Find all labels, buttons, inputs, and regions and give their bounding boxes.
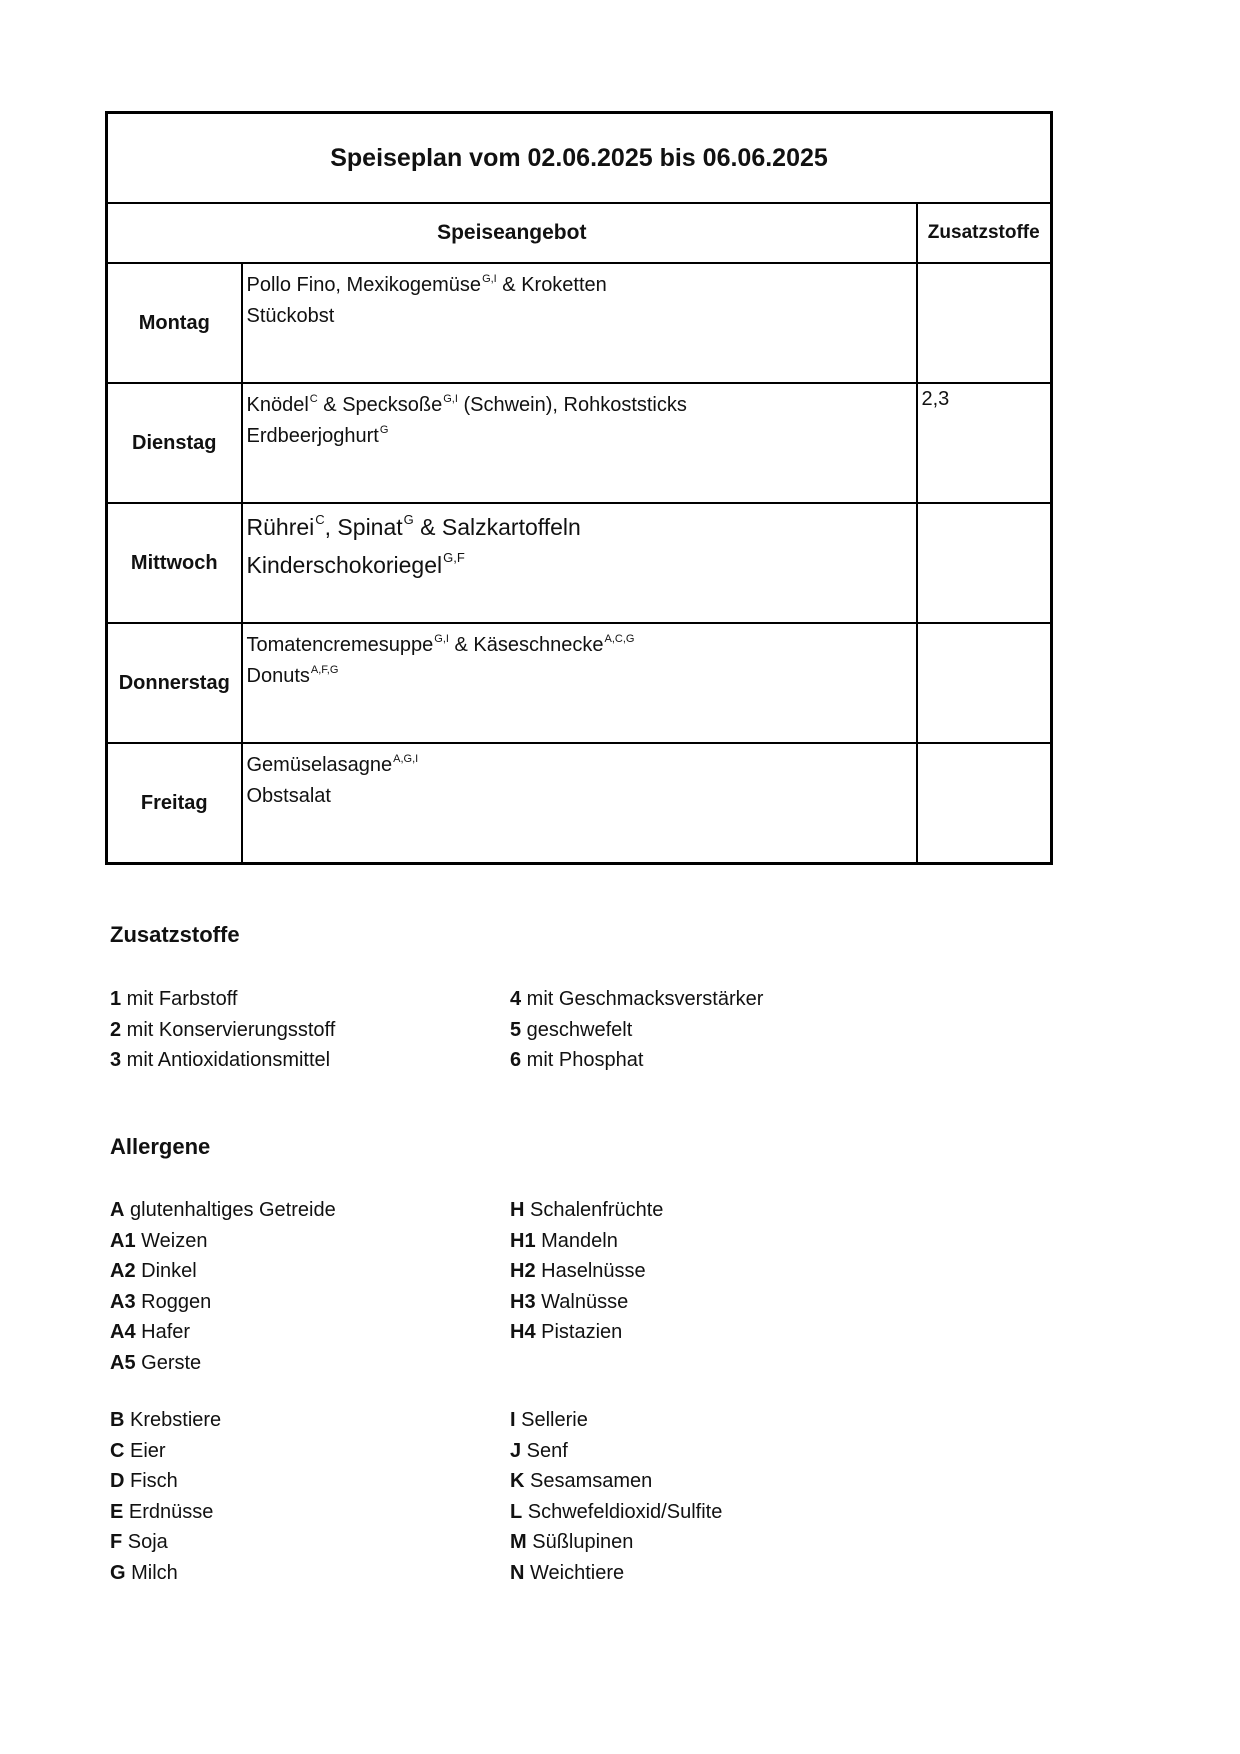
legend-code: A1 — [110, 1229, 136, 1252]
legend-item — [110, 1436, 221, 1467]
allergens-legend-right-group-a — [510, 1195, 663, 1348]
dish-line — [247, 750, 912, 781]
additives-cell — [917, 743, 1052, 864]
legend-item — [110, 1015, 335, 1046]
dish-text: Pollo Fino, Mexikogemüse — [246, 274, 482, 296]
legend-code: H — [510, 1199, 525, 1221]
legend-item — [510, 1466, 722, 1497]
legend-item — [510, 1195, 663, 1226]
additives-legend-left — [110, 984, 335, 1076]
legend-label: Gerste — [135, 1351, 202, 1374]
legend-label: Senf — [521, 1439, 568, 1462]
legend-item — [110, 1405, 221, 1436]
allergen-codes: G,I — [482, 273, 497, 285]
legend-item — [110, 1287, 336, 1318]
legend-label: Pistazien — [535, 1321, 623, 1343]
allergen-codes: G,I — [443, 393, 458, 405]
dish-text: Donuts — [246, 665, 310, 687]
dish-cell — [242, 743, 917, 864]
legend-label: Sesamsamen — [524, 1470, 653, 1492]
dish-line — [247, 781, 912, 812]
menu-row-mittwoch — [107, 503, 1052, 623]
allergen-codes: G — [403, 512, 414, 527]
menu-table — [105, 111, 1053, 865]
allergens-legend-left-group-b — [110, 1405, 221, 1588]
legend-code: H1 — [510, 1229, 536, 1252]
dish-text: Gemüselasagne — [246, 754, 393, 776]
legend-item — [110, 1466, 221, 1497]
legend-label: Weichtiere — [524, 1561, 625, 1584]
dish-cell — [242, 623, 917, 743]
legend-code: K — [510, 1470, 525, 1492]
legend-label: Milch — [125, 1561, 178, 1584]
legend-label: Eier — [124, 1439, 166, 1462]
additives-legend-right — [510, 984, 763, 1076]
header-offer: Speiseangebot — [107, 203, 917, 263]
legend-item — [510, 1558, 722, 1589]
dish-text: & Käseschnecke — [448, 634, 604, 656]
legend-item — [110, 1317, 336, 1348]
dish-line — [247, 508, 912, 546]
legend-label: glutenhaltiges Getreide — [124, 1199, 336, 1221]
menu-title: Speiseplan vom 02.06.2025 bis 06.06.2025 — [107, 113, 1052, 204]
legend-label: Walnüsse — [535, 1290, 629, 1313]
legend-label: Dinkel — [135, 1260, 197, 1282]
legend-item — [110, 1527, 221, 1558]
additives-cell — [917, 263, 1052, 383]
legend-item — [510, 1405, 722, 1436]
dish-text: , Spinat — [324, 514, 403, 540]
dish-text: (Schwein), Rohkoststicks — [457, 394, 687, 416]
allergen-codes: A,C,G — [604, 633, 635, 645]
legend-code: 5 — [510, 1018, 522, 1041]
legend-label: mit Antioxidationsmittel — [121, 1049, 331, 1071]
day-label: Dienstag — [107, 383, 242, 503]
additives-cell — [917, 503, 1052, 623]
legend-item — [110, 984, 335, 1015]
dish-text: Obstsalat — [246, 785, 331, 807]
dish-text: Rührei — [246, 514, 315, 540]
allergen-codes: G — [379, 424, 389, 436]
legend-code: H3 — [510, 1290, 536, 1313]
dish-line — [247, 661, 912, 692]
legend-code: A — [110, 1199, 125, 1221]
additives-cell — [917, 623, 1052, 743]
allergen-codes: A,F,G — [310, 664, 339, 676]
dish-text: & Salzkartoffeln — [413, 514, 581, 540]
dish-text: Erdbeerjoghurt — [246, 425, 379, 447]
legend-label: Roggen — [135, 1290, 212, 1313]
legend-code: 2 — [110, 1018, 122, 1041]
legend-item — [110, 1256, 336, 1287]
day-label: Donnerstag — [107, 623, 242, 743]
menu-row-donnerstag — [107, 623, 1052, 743]
legend-code: 3 — [110, 1049, 122, 1071]
dish-text: Stückobst — [246, 305, 335, 327]
legend-label: Weizen — [135, 1229, 208, 1252]
legend-code: H4 — [510, 1321, 536, 1343]
allergens-legend-title: Allergene — [110, 1134, 211, 1159]
legend-item — [110, 1226, 336, 1257]
legend-label: Schalenfrüchte — [524, 1199, 664, 1221]
menu-row-montag — [107, 263, 1052, 383]
legend-code: A3 — [110, 1290, 136, 1313]
legend-code: L — [510, 1500, 523, 1523]
legend-item — [110, 1348, 336, 1379]
dish-text: Knödel — [246, 394, 309, 416]
legend-item — [510, 1497, 722, 1528]
legend-label: Süßlupinen — [526, 1531, 634, 1553]
legend-label: Hafer — [135, 1321, 191, 1343]
legend-label: Soja — [122, 1531, 168, 1553]
legend-item — [510, 1256, 663, 1287]
legend-item — [510, 1317, 663, 1348]
day-label: Freitag — [107, 743, 242, 864]
legend-code: H2 — [510, 1260, 536, 1282]
legend-label: Haselnüsse — [535, 1260, 646, 1282]
legend-item — [110, 1497, 221, 1528]
legend-code: I — [510, 1409, 516, 1431]
legend-item — [510, 984, 763, 1015]
legend-code: J — [510, 1439, 522, 1462]
additives-legend-title: Zusatzstoffe — [110, 922, 240, 947]
legend-code: F — [110, 1531, 123, 1553]
legend-code: 6 — [510, 1049, 522, 1071]
dish-line — [247, 270, 912, 301]
legend-code: A5 — [110, 1351, 136, 1374]
legend-code: A2 — [110, 1260, 136, 1282]
legend-label: Schwefeldioxid/Sulfite — [522, 1500, 723, 1523]
additives-cell: 2,3 — [917, 383, 1052, 503]
legend-code: 4 — [510, 988, 522, 1010]
legend-code: A4 — [110, 1321, 136, 1343]
legend-item — [110, 1045, 335, 1076]
day-label: Montag — [107, 263, 242, 383]
legend-code: G — [110, 1561, 126, 1584]
allergen-codes: C — [309, 393, 318, 405]
legend-label: Krebstiere — [124, 1409, 222, 1431]
dish-text: & Kroketten — [496, 274, 607, 296]
legend-label: Mandeln — [535, 1229, 618, 1252]
legend-label: geschwefelt — [521, 1018, 633, 1041]
legend-code: B — [110, 1409, 125, 1431]
dish-cell — [242, 263, 917, 383]
legend-code: M — [510, 1531, 527, 1553]
dish-cell — [242, 503, 917, 623]
dish-line — [247, 301, 912, 332]
legend-label: Fisch — [124, 1470, 178, 1492]
allergen-codes: A,G,I — [393, 753, 419, 765]
legend-item — [510, 1436, 722, 1467]
dish-text: Tomatencremesuppe — [246, 634, 434, 656]
dish-line — [247, 390, 912, 421]
day-label: Mittwoch — [107, 503, 242, 623]
legend-item — [110, 1195, 336, 1226]
allergens-legend-left-group-a — [110, 1195, 336, 1378]
dish-line — [247, 630, 912, 661]
legend-code: E — [110, 1500, 124, 1523]
header-additives: Zusatzstoffe — [917, 203, 1052, 263]
legend-label: mit Konservierungsstoff — [121, 1018, 336, 1041]
legend-item — [110, 1558, 221, 1589]
legend-item — [510, 1287, 663, 1318]
dish-cell — [242, 383, 917, 503]
legend-item — [510, 1527, 722, 1558]
dish-line — [247, 421, 912, 452]
legend-label: Erdnüsse — [123, 1500, 214, 1523]
legend-label: mit Geschmacksverstärker — [521, 988, 764, 1010]
legend-item — [510, 1045, 763, 1076]
allergen-codes: C — [315, 512, 325, 527]
legend-item — [510, 1015, 763, 1046]
dish-line — [247, 546, 912, 584]
legend-code: D — [110, 1470, 125, 1492]
legend-label: mit Farbstoff — [121, 988, 238, 1010]
dish-text: & Specksoße — [317, 394, 443, 416]
legend-code: C — [110, 1439, 125, 1462]
legend-code: N — [510, 1561, 525, 1584]
legend-label: Sellerie — [515, 1409, 588, 1431]
legend-item — [510, 1226, 663, 1257]
menu-row-freitag — [107, 743, 1052, 864]
legend-label: mit Phosphat — [521, 1049, 644, 1071]
legend-code: 1 — [110, 988, 122, 1010]
allergen-codes: G,I — [434, 633, 449, 645]
menu-row-dienstag — [107, 383, 1052, 503]
allergens-legend-right-group-b — [510, 1405, 722, 1588]
allergen-codes: G,F — [443, 550, 465, 565]
dish-text: Kinderschokoriegel — [246, 552, 443, 578]
